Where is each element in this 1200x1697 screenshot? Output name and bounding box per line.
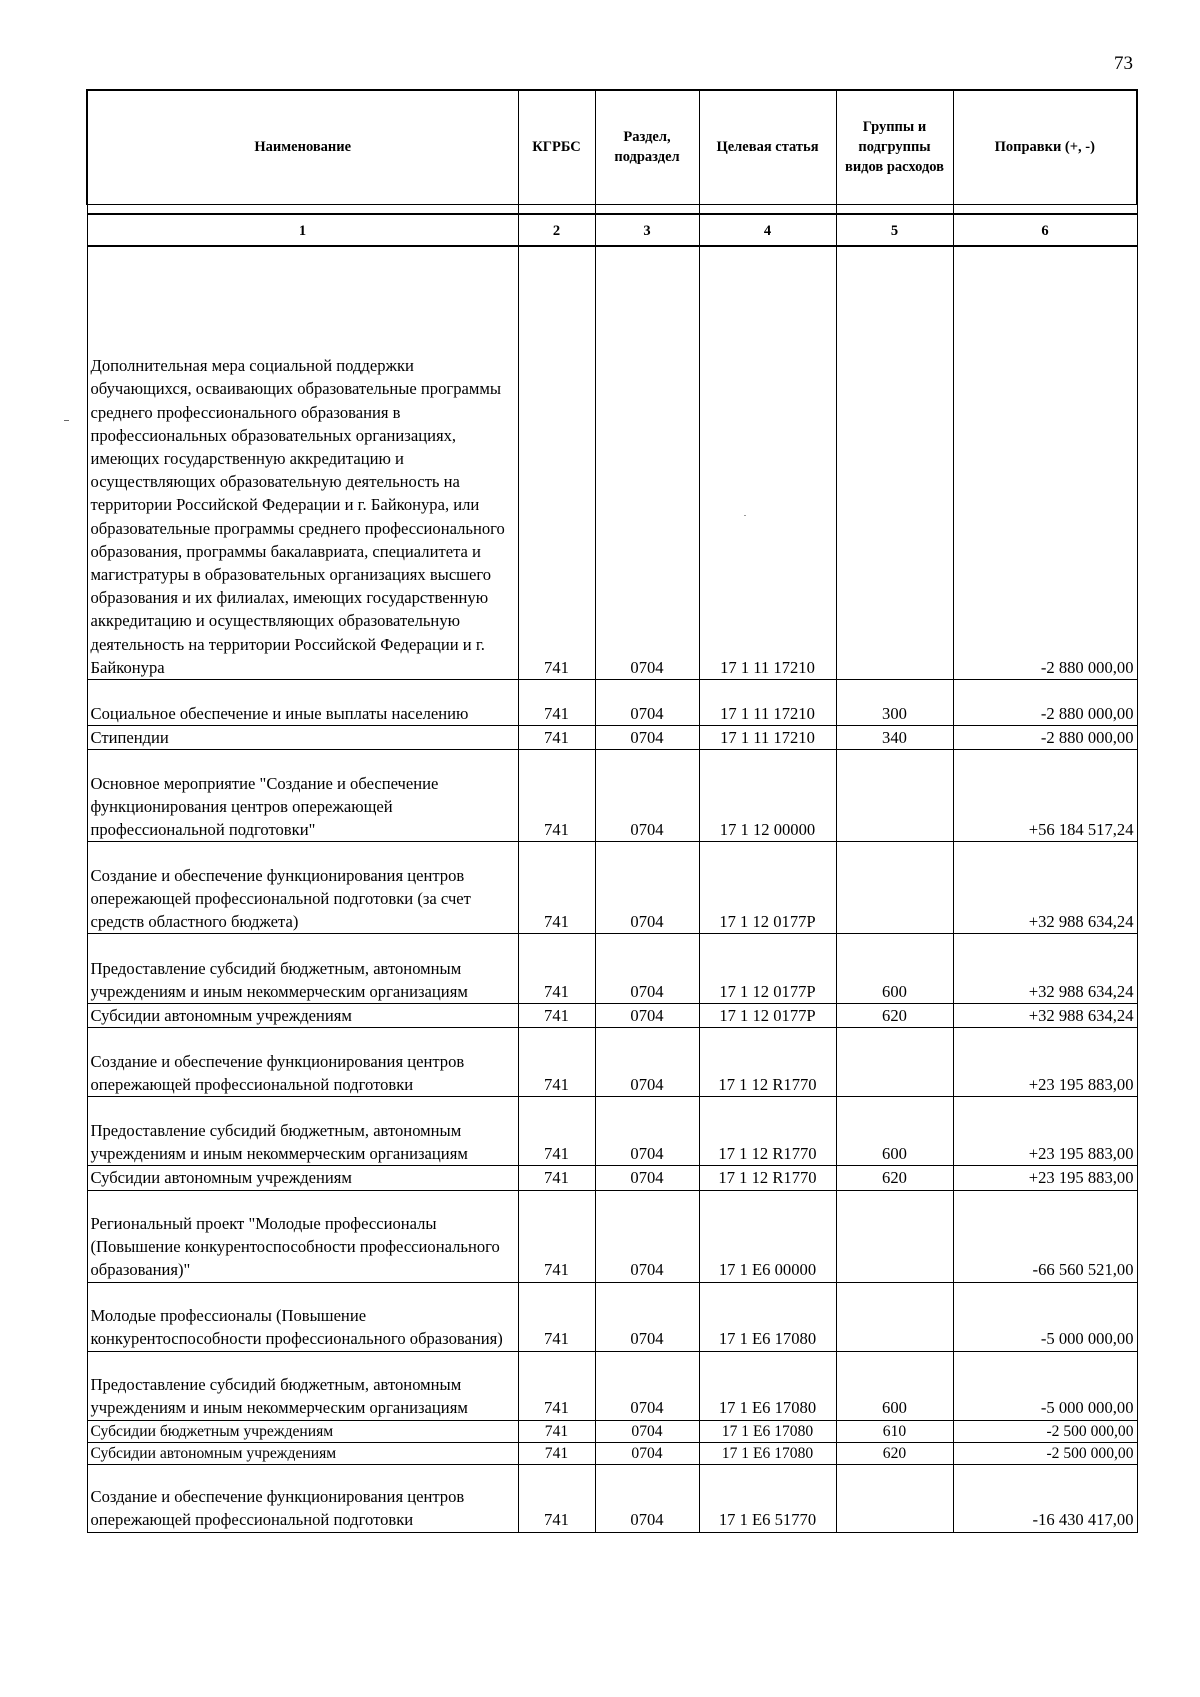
table-row bbox=[87, 1351, 1137, 1420]
row-name: Предоставление субсидий бюджетным, автономным учреждениям и иным некоммерческим организациям bbox=[87, 1097, 518, 1166]
row-expense-group: 300 bbox=[836, 680, 953, 726]
row-expense-group: 600 bbox=[836, 1097, 953, 1166]
row-kgrbs: 741 bbox=[518, 1190, 595, 1282]
row-section: 0704 bbox=[595, 1166, 699, 1190]
row-expense-group bbox=[836, 246, 953, 680]
row-kgrbs: 741 bbox=[518, 1351, 595, 1420]
row-section: 0704 bbox=[595, 680, 699, 726]
row-expense-group: 620 bbox=[836, 1166, 953, 1190]
row-amount: -2 880 000,00 bbox=[953, 726, 1137, 750]
row-section: 0704 bbox=[595, 1028, 699, 1097]
row-name: Создание и обеспечение функционирования центров опережающей профессиональной подготовки bbox=[87, 1028, 518, 1097]
row-section: 0704 bbox=[595, 1097, 699, 1166]
row-section: 0704 bbox=[595, 1351, 699, 1420]
row-target-article: 17 1 E6 17080 bbox=[699, 1282, 836, 1351]
row-amount: -5 000 000,00 bbox=[953, 1351, 1137, 1420]
header-amount: Поправки (+, -) bbox=[953, 90, 1137, 204]
row-amount: +32 988 634,24 bbox=[953, 842, 1137, 934]
table-row bbox=[87, 726, 1137, 750]
row-section: 0704 bbox=[595, 1190, 699, 1282]
table-row bbox=[87, 1097, 1137, 1166]
row-kgrbs: 741 bbox=[518, 1166, 595, 1190]
row-name: Субсидии автономным учреждениям bbox=[87, 1442, 518, 1464]
row-target-article: 17 1 12 R1770 bbox=[699, 1166, 836, 1190]
row-kgrbs: 741 bbox=[518, 1464, 595, 1532]
row-section: 0704 bbox=[595, 750, 699, 842]
row-amount: +32 988 634,24 bbox=[953, 934, 1137, 1004]
row-expense-group: 600 bbox=[836, 1351, 953, 1420]
row-expense-group: 620 bbox=[836, 1004, 953, 1028]
row-name: Молодые профессионалы (Повышение конкурентоспособности профессионального образования) bbox=[87, 1282, 518, 1351]
scan-artifact bbox=[64, 420, 69, 421]
row-kgrbs: 741 bbox=[518, 1420, 595, 1442]
row-name: Основное мероприятие "Создание и обеспечение функционирования центров опережающей профессиональной подготовки" bbox=[87, 750, 518, 842]
row-name: Предоставление субсидий бюджетным, автономным учреждениям и иным некоммерческим организациям bbox=[87, 1351, 518, 1420]
row-target-article: 17 1 E6 17080 bbox=[699, 1420, 836, 1442]
row-expense-group bbox=[836, 842, 953, 934]
table-row bbox=[87, 842, 1137, 934]
row-name: Субсидии бюджетным учреждениям bbox=[87, 1420, 518, 1442]
row-amount: +23 195 883,00 bbox=[953, 1028, 1137, 1097]
row-name: Региональный проект "Молодые профессионалы (Повышение конкурентоспособности профессионального образования)" bbox=[87, 1190, 518, 1282]
row-target-article: 17 1 11 17210 bbox=[699, 680, 836, 726]
row-section: 0704 bbox=[595, 934, 699, 1004]
column-number: 4 bbox=[699, 214, 836, 246]
row-name: Субсидии автономным учреждениям bbox=[87, 1004, 518, 1028]
table-row bbox=[87, 1282, 1137, 1351]
row-kgrbs: 741 bbox=[518, 680, 595, 726]
row-expense-group: 620 bbox=[836, 1442, 953, 1464]
row-target-article: 17 1 12 0177Р bbox=[699, 934, 836, 1004]
row-name: Предоставление субсидий бюджетным, автономным учреждениям и иным некоммерческим организациям bbox=[87, 934, 518, 1004]
row-target-article: 17 1 12 0177Р bbox=[699, 1004, 836, 1028]
row-section: 0704 bbox=[595, 1442, 699, 1464]
row-target-article: 17 1 12 R1770 bbox=[699, 1028, 836, 1097]
table-row bbox=[87, 934, 1137, 1004]
budget-amendments-table bbox=[86, 89, 1138, 1533]
row-kgrbs: 741 bbox=[518, 726, 595, 750]
table-row bbox=[87, 1464, 1137, 1532]
row-kgrbs: 741 bbox=[518, 750, 595, 842]
row-name: Создание и обеспечение функционирования центров опережающей профессиональной подготовки bbox=[87, 1464, 518, 1532]
column-numbers-row bbox=[87, 214, 1137, 246]
column-number: 1 bbox=[87, 214, 518, 246]
row-kgrbs: 741 bbox=[518, 1028, 595, 1097]
table-row bbox=[87, 1442, 1137, 1464]
row-target-article: 17 1 E6 51770 bbox=[699, 1464, 836, 1532]
row-target-article: 17 1 12 R1770 bbox=[699, 1097, 836, 1166]
row-expense-group: 600 bbox=[836, 934, 953, 1004]
row-target-article: 17 1 12 0177Р bbox=[699, 842, 836, 934]
row-kgrbs: 741 bbox=[518, 934, 595, 1004]
row-section: 0704 bbox=[595, 842, 699, 934]
header-section: Раздел, подраздел bbox=[595, 90, 699, 204]
row-amount: -16 430 417,00 bbox=[953, 1464, 1137, 1532]
row-amount: +32 988 634,24 bbox=[953, 1004, 1137, 1028]
row-kgrbs: 741 bbox=[518, 246, 595, 680]
row-name: Субсидии автономным учреждениям bbox=[87, 1166, 518, 1190]
row-kgrbs: 741 bbox=[518, 842, 595, 934]
row-amount: -2 880 000,00 bbox=[953, 680, 1137, 726]
row-amount: -2 880 000,00 bbox=[953, 246, 1137, 680]
row-name: Создание и обеспечение функционирования центров опережающей профессиональной подготовки (за счет средств областного бюджета) bbox=[87, 842, 518, 934]
row-amount: -2 500 000,00 bbox=[953, 1420, 1137, 1442]
row-target-article: 17 1 11 17210 bbox=[699, 246, 836, 680]
table-row bbox=[87, 1028, 1137, 1097]
row-section: 0704 bbox=[595, 1282, 699, 1351]
row-expense-group bbox=[836, 1190, 953, 1282]
row-name: Социальное обеспечение и иные выплаты населению bbox=[87, 680, 518, 726]
row-kgrbs: 741 bbox=[518, 1097, 595, 1166]
row-amount: -5 000 000,00 bbox=[953, 1282, 1137, 1351]
row-amount: -2 500 000,00 bbox=[953, 1442, 1137, 1464]
table-header-row bbox=[87, 90, 1137, 204]
row-kgrbs: 741 bbox=[518, 1442, 595, 1464]
row-amount: +23 195 883,00 bbox=[953, 1097, 1137, 1166]
row-expense-group bbox=[836, 750, 953, 842]
row-target-article: 17 1 E6 17080 bbox=[699, 1442, 836, 1464]
column-number: 6 bbox=[953, 214, 1137, 246]
row-target-article: 17 1 12 00000 bbox=[699, 750, 836, 842]
row-name: Дополнительная мера социальной поддержки обучающихся, осваивающих образовательные программы среднего профессионального образования в профессиональных образовательных организациях, имеющих государственную аккредитацию и осуществляющих образовательную деятельность на территории Российской Федерации и г. Байконура, или образовательные программы среднего профессионального образования, программы бакалавриата, специалитета и магистратуры в образовательных организациях высшего образования и их филиалах, имеющих государственную аккредитацию и осуществляющих образовательную деятельность на территории Российской Федерации и г. Байконура bbox=[87, 246, 518, 680]
header-kgrbs: КГРБС bbox=[518, 90, 595, 204]
row-name: Стипендии bbox=[87, 726, 518, 750]
table-row bbox=[87, 750, 1137, 842]
table-row bbox=[87, 1004, 1137, 1028]
row-expense-group: 340 bbox=[836, 726, 953, 750]
row-target-article: 17 1 11 17210 bbox=[699, 726, 836, 750]
row-section: 0704 bbox=[595, 246, 699, 680]
table-row bbox=[87, 1190, 1137, 1282]
row-expense-group bbox=[836, 1464, 953, 1532]
row-expense-group bbox=[836, 1282, 953, 1351]
row-section: 0704 bbox=[595, 726, 699, 750]
row-expense-group bbox=[836, 1028, 953, 1097]
header-spacer bbox=[87, 204, 1137, 214]
row-amount: +56 184 517,24 bbox=[953, 750, 1137, 842]
row-amount: +23 195 883,00 bbox=[953, 1166, 1137, 1190]
header-target: Целевая статья bbox=[699, 90, 836, 204]
table-row bbox=[87, 1166, 1137, 1190]
row-section: 0704 bbox=[595, 1420, 699, 1442]
row-section: 0704 bbox=[595, 1004, 699, 1028]
row-amount: -66 560 521,00 bbox=[953, 1190, 1137, 1282]
column-number: 2 bbox=[518, 214, 595, 246]
row-section: 0704 bbox=[595, 1464, 699, 1532]
row-kgrbs: 741 bbox=[518, 1282, 595, 1351]
table-row bbox=[87, 246, 1137, 680]
header-name: Наименование bbox=[87, 90, 518, 204]
row-target-article: 17 1 E6 00000 bbox=[699, 1190, 836, 1282]
column-number: 3 bbox=[595, 214, 699, 246]
row-target-article: 17 1 E6 17080 bbox=[699, 1351, 836, 1420]
row-expense-group: 610 bbox=[836, 1420, 953, 1442]
table-row bbox=[87, 680, 1137, 726]
table-row bbox=[87, 1420, 1137, 1442]
page-number: 73 bbox=[1114, 53, 1133, 74]
column-number: 5 bbox=[836, 214, 953, 246]
header-group: Группы и подгруппы видов расходов bbox=[836, 90, 953, 204]
row-kgrbs: 741 bbox=[518, 1004, 595, 1028]
